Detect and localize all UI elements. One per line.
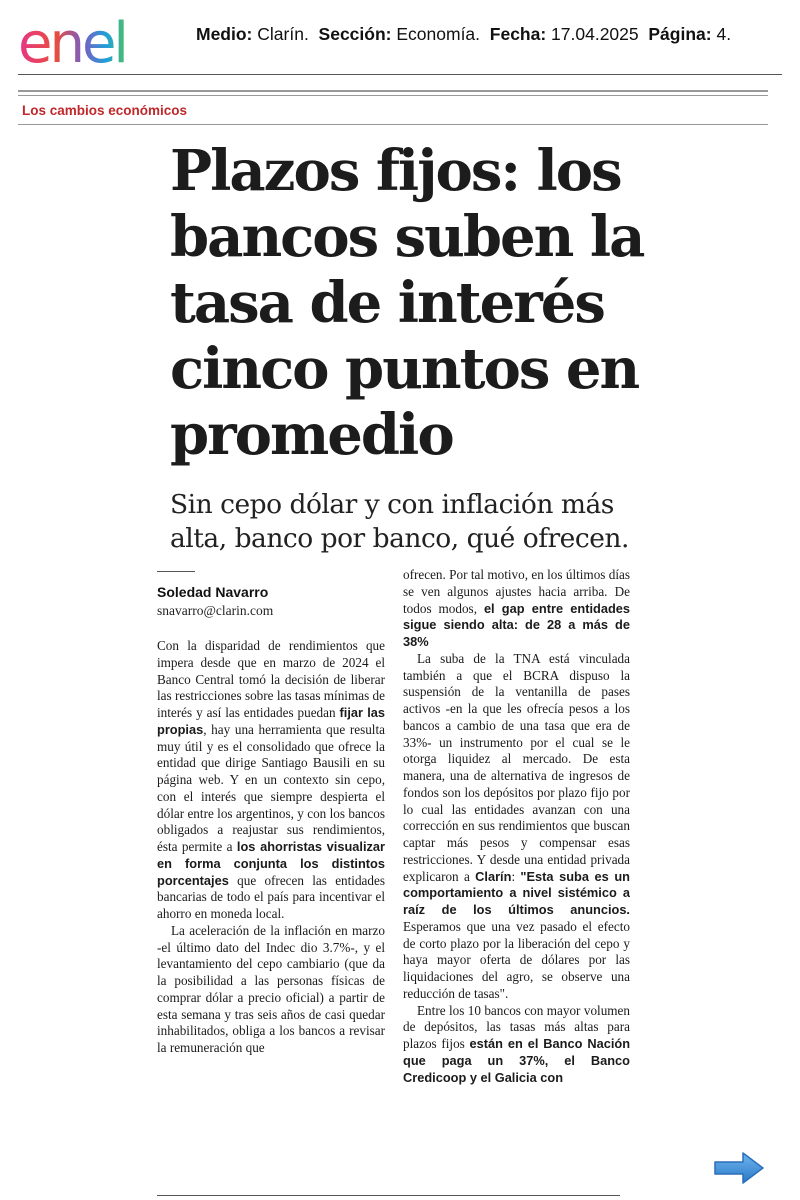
- paragraph-3: [403, 651, 630, 1003]
- p1-bold-d: los ahorristas visualizar en forma conjunta los distintos porcentajes: [157, 839, 385, 888]
- right-arrow-icon[interactable]: [713, 1151, 765, 1185]
- paragraph-1: [157, 638, 385, 923]
- p3-text-a: La suba de la TNA está vinculada también a que el BCRA dispuso la suspensión de la ventanilla de pases activos -en la que les ofrecía pesos a los bancos a cambio de una tasa que era de 33%- un instrumento por el cual se le otorga liquidez al mercado. De esta manera, una de alternativa de ingresos de fondos son los depósitos por plazo fijo por lo cual las entidades avanzan con una corrección en sus rendimientos que buscan captar más pesos y compensar esas restricciones. Y desde una entidad privada explicaron a: [403, 650, 630, 884]
- paragraph-2: La aceleración de la inflación en marzo -el último dato del Indec dio 3.7%-, y el levantamiento del cepo cambiario (que da la posibilidad a las personas físicas de comprar dólar a precio oficial) a partir de esta semana y tras seis años de casi quedar inhabilitados, obliga a los bancos a revisar la remuneración que: [157, 922, 385, 1055]
- fecha-label: Fecha:: [489, 24, 547, 44]
- byline-rule: [157, 571, 195, 572]
- paragraph-4: [403, 1003, 630, 1087]
- p4-bold-b: están en el Banco Nación que paga un 37%, el Banco Credicoop y el Galicia con: [403, 1036, 630, 1085]
- medio-value: Clarín.: [257, 24, 309, 44]
- p3-bold-clarin: Clarín: [475, 868, 512, 884]
- pagina-value: 4.: [716, 24, 732, 44]
- p3-bold-quote: "Esta suba es un comportamiento a nivel sistémico a raíz de los últimos anuncios.: [403, 868, 630, 917]
- medio-label: Medio:: [196, 24, 253, 44]
- p2-cont-text: ofrecen. Por tal motivo, en los últimos días se ven algunos ajustes hacia arriba. De todos modos,: [403, 567, 630, 616]
- header-divider: [18, 74, 782, 75]
- clipping-metadata: [196, 24, 731, 45]
- section-rule-top-thin: [18, 95, 768, 96]
- pagina-label: Página:: [648, 24, 712, 44]
- seccion-value: Economía.: [396, 24, 481, 44]
- p1-bold-b: fijar las propias: [157, 705, 385, 737]
- fecha-value: 17.04.2025: [551, 24, 639, 44]
- svg-text:enel: enel: [18, 11, 126, 68]
- section-title: Los cambios económicos: [22, 103, 188, 118]
- byline-email: snavarro@clarin.com: [157, 603, 274, 618]
- seccion-label: Sección:: [318, 24, 392, 44]
- subheadline: Sin cepo dólar y con inflación más alta, banco por banco, qué ofrecen.: [170, 489, 629, 554]
- enel-logo: [18, 10, 168, 68]
- p1-text-a: Con la disparidad de rendimientos que impera desde que en marzo de 2024 el Banco Central tomó la decisión de liberar las restricciones sobre las tasas mínimas de interés y así las entidades puedan: [157, 638, 385, 720]
- p4-text-a: Entre los 10 bancos con mayor volumen de depósitos, las tasas más altas para plazos fijos: [403, 1002, 630, 1051]
- p3-text-c: :: [511, 868, 521, 884]
- byline-author: Soledad Navarro: [157, 584, 269, 600]
- p2-cont-bold: el gap entre entidades sigue siendo alta: de 28 a más de 38%: [403, 600, 630, 649]
- section-rule-bottom: [18, 124, 768, 125]
- section-rule-top: [18, 90, 768, 92]
- p1-text-e: que ofrecen las entidades bancarias de todo el país para incentivar el ahorro en moneda local.: [157, 872, 385, 921]
- p1-text-c: , hay una herramienta que resulta muy útil y es el consolidado que ofrece la entidad que dirige Santiago Bausili en su página web. Y en un contexto sin cepo, con el interés que siempre despierta el dólar entre los argentinos, y con los bancos obligados a reajustar sus rendimientos, ésta permite a: [157, 721, 385, 854]
- bottom-rule: [157, 1195, 620, 1196]
- p3-text-e: Esperamos que una vez pasado el efecto de corto plazo por la liberación del cepo y haya mayor oferta de dólares por las liquidaciones del agro, se observe una reducción de tasas".: [403, 918, 630, 1001]
- headline: Plazos fijos: los bancos suben la tasa de interés cinco puntos en promedio: [170, 138, 644, 468]
- paragraph-2-continued: [403, 567, 630, 651]
- article-column-2: [403, 567, 630, 1190]
- article-column-1: [157, 638, 385, 1188]
